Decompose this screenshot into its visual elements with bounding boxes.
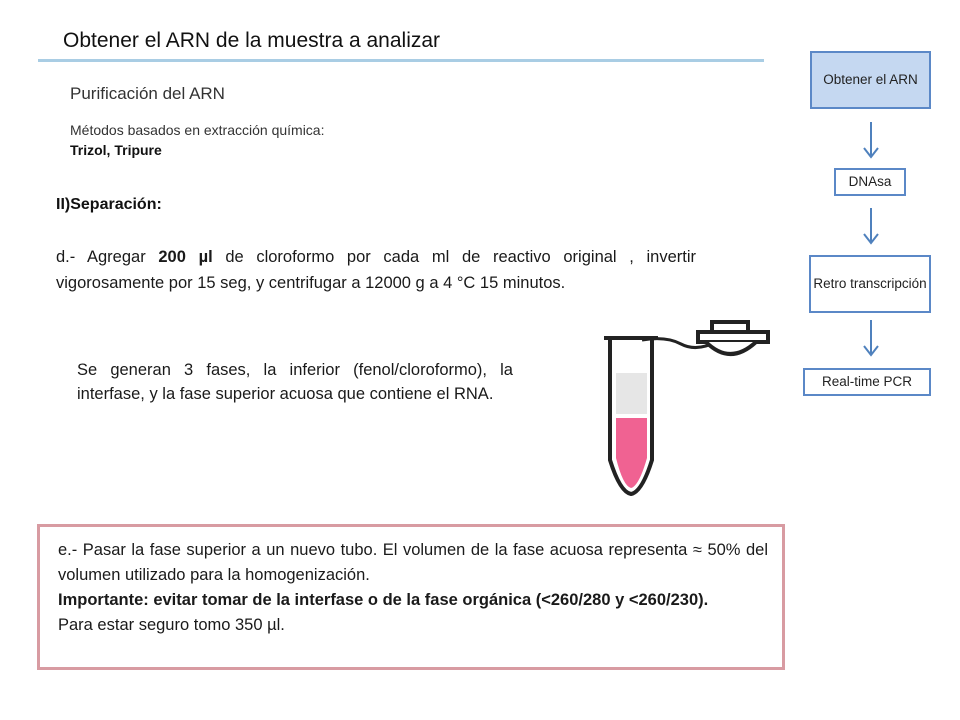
flow-step-obtener-arn: Obtener el ARN [810, 51, 931, 109]
step-d-prefix: d.- Agregar [56, 248, 159, 266]
phases-description: Se generan 3 fases, la inferior (fenol/cloroformo), la interfase, y la fase superior acuosa que contiene el RNA. [77, 361, 513, 403]
note-line-1: e.- Pasar la fase superior a un nuevo tubo. El volumen de la fase acuosa representa ≈ 50% del volumen utilizado para la homogenización. [58, 541, 768, 584]
methods-block [70, 120, 324, 160]
methods-reagents: Trizol, Tripure [70, 142, 162, 158]
arrow-down-icon [861, 318, 881, 358]
flow-step-retro-transcripcion: Retro transcripción [809, 255, 931, 313]
methods-line: Métodos basados en extracción química: [70, 122, 325, 138]
eppendorf-tube-icon [596, 308, 786, 498]
flow-step-real-time-pcr: Real-time PCR [803, 368, 931, 396]
note-line-3: Para estar seguro tomo 350 µl. [58, 616, 285, 634]
note-box [37, 524, 785, 670]
step-d-text [56, 244, 696, 296]
page-title: Obtener el ARN de la muestra a analizar [63, 29, 441, 52]
arrow-down-icon [861, 120, 881, 160]
step-d-suffix: de cloroformo por cada ml de reactivo original , invertir vigorosamente por 15 seg, y centrifugar a 12000 g a 4 °C 15 minutos. [56, 248, 696, 292]
flow-step-dnasa: DNAsa [834, 168, 906, 196]
section-heading: II)Separación: [56, 196, 162, 213]
lower-phase-layer [616, 418, 647, 488]
subtitle: Purificación del ARN [70, 84, 225, 103]
note-important: Importante: evitar tomar de la interfase o de la fase orgánica (<260/280 y <260/230). [58, 591, 709, 609]
step-d-amount: 200 µl [158, 248, 213, 266]
interphase-layer [616, 373, 647, 414]
title-underline [38, 59, 764, 62]
arrow-down-icon [861, 206, 881, 246]
